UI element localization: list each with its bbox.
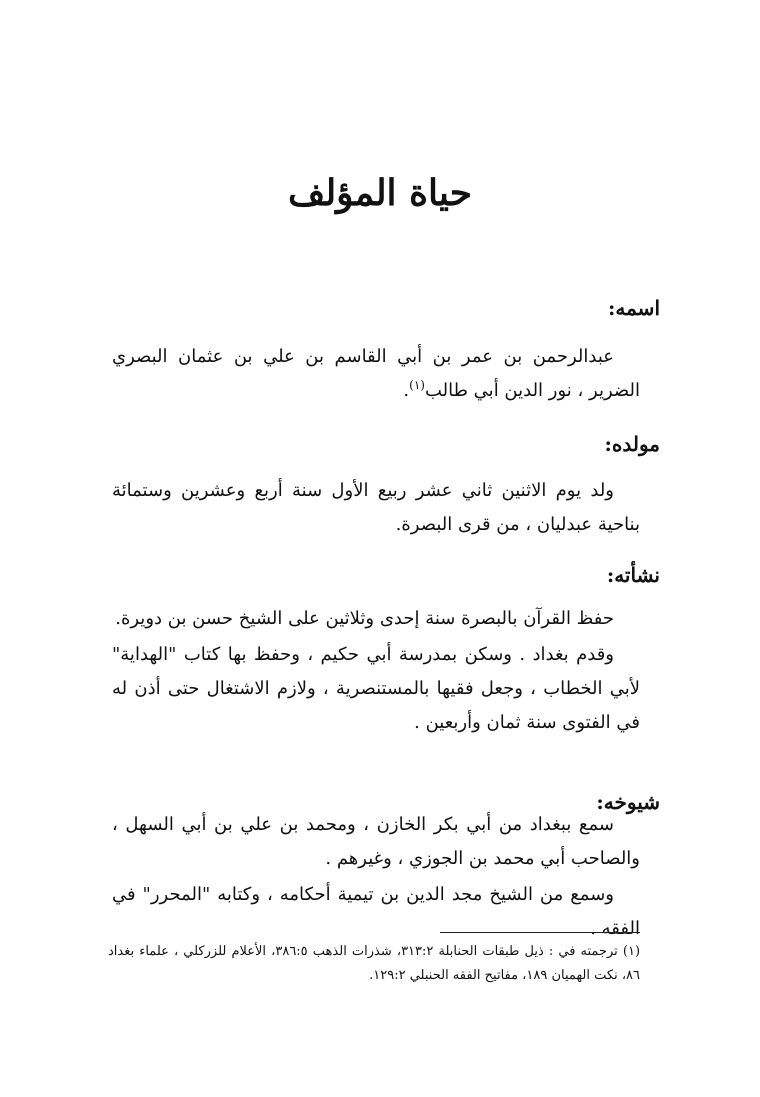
teachers-paragraph-1: سمع ببغداد من أبي بكر الخازن ، ومحمد بن علي بن أبي السهل ، والصاحب أبي محمد بن الجوزي ، وغيرهم . [112, 814, 640, 869]
name-paragraph: عبدالرحمن بن عمر بن أبي القاسم بن علي بن عثمان البصري الضرير ، نور الدين أبي طالب [112, 346, 640, 401]
upbringing-paragraph-1: حفظ القرآن بالبصرة سنة إحدى وثلاثين على الشيخ حسن بن دويرة. [115, 608, 614, 629]
section-heading-birth: مولده: [604, 432, 660, 456]
birth-paragraph: ولد يوم الاثنين ثاني عشر ربيع الأول سنة أربع وعشرين وستمائة بناحية عبدليان ، من قرى البصرة. [112, 480, 640, 535]
name-period: . [403, 380, 410, 401]
footnote-marker: (١) [409, 378, 425, 392]
section-heading-upbringing: نشأته: [606, 563, 660, 587]
section-heading-teachers: شيوخه: [596, 790, 660, 814]
teachers-paragraph-2: وسمع من الشيخ مجد الدين بن تيمية أحكامه ، وكتابه "المحرر" في الفقه . [112, 884, 640, 939]
footnote-text: (١) ترجمته في : ذيل طبقات الحنابلة ٣١٣:٢، شذرات الذهب ٣٨٦:٥، الأعلام للزركلي ، علماء بغداد ٨٦، نكت الهميان ١٨٩، مفاتيح الفقه الحنبلي ١٢٩:٢. [108, 944, 641, 983]
section-name-text [112, 340, 640, 408]
footnote-divider [440, 932, 640, 933]
page-title: حياة المؤلف [287, 172, 473, 214]
section-heading-name: اسمه: [608, 296, 660, 320]
upbringing-paragraph-2: وقدم بغداد . وسكن بمدرسة أبي حكيم ، وحفظ بها كتاب "الهداية" لأبي الخطاب ، وجعل فقيها بالمستنصرية ، ولازم الاشتغال حتى أذن له في الفتوى سنة ثمان وأربعين . [112, 644, 640, 733]
